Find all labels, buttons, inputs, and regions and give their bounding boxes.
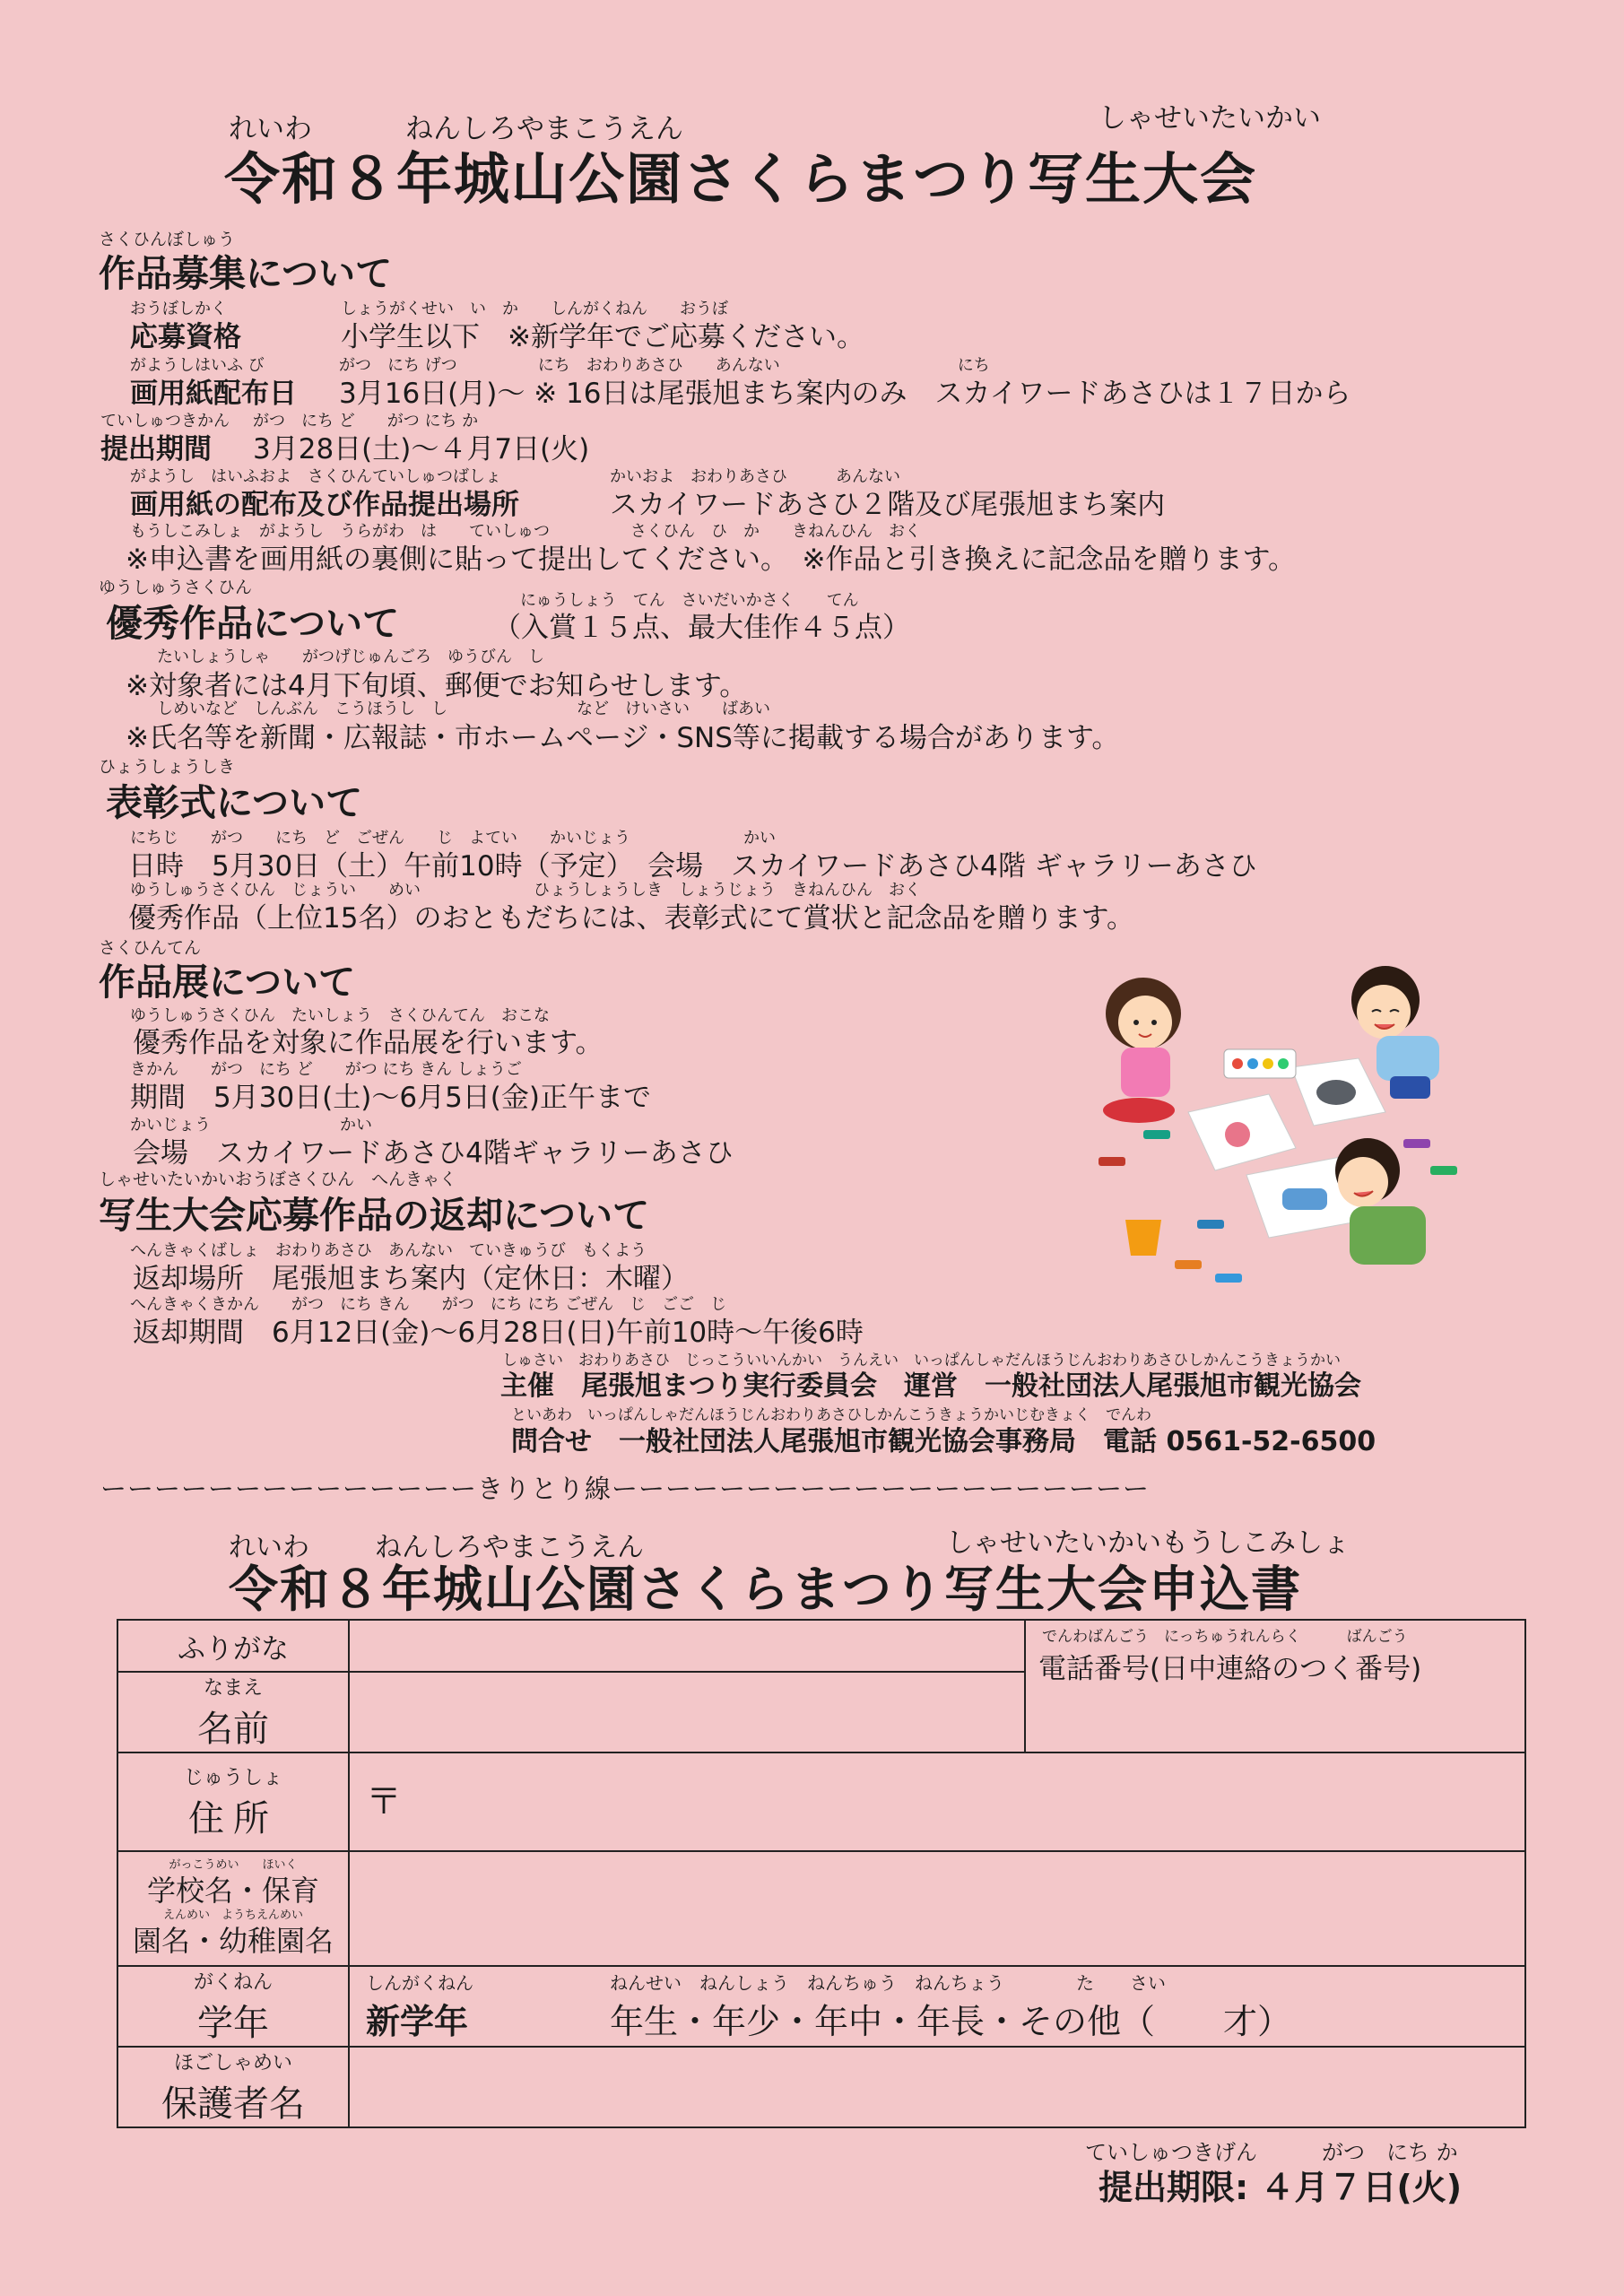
title-ruby-shasei: しゃせいたいかい bbox=[1099, 102, 1321, 135]
period-value: 3月28日(土)～４月7日(火) bbox=[253, 433, 590, 465]
place-label-ruby: がようし はいふおよ さくひんていしゅつばしょ bbox=[130, 467, 501, 486]
henkyaku-heading: 写生大会応募作品の返却について bbox=[99, 1194, 650, 1237]
grade-label-ruby: がくねん bbox=[193, 1971, 273, 1994]
deadline: 提出期限: ４月７日(火) bbox=[1099, 2168, 1463, 2207]
paper-label: 画用紙配布日 bbox=[130, 378, 297, 410]
boshu-heading-ruby: さくひんぼしゅう bbox=[99, 230, 236, 249]
period-label: 提出期間 bbox=[100, 433, 212, 465]
children-painting-illustration bbox=[1090, 951, 1466, 1309]
hyosho-award: 優秀作品（上位15名）のおともだちには、表彰式にて賞状と記念品を贈ります。 bbox=[128, 902, 1134, 935]
tenji-line2: 期間 5月30日(土)～6月5日(金)正午まで bbox=[130, 1082, 651, 1114]
guardian-field[interactable] bbox=[349, 2047, 1525, 2127]
grade-label: 学年 bbox=[197, 2003, 269, 2044]
yushu-note2-ruby: しめいなど しんぶん こうほうし し など けいさい ばあい bbox=[157, 700, 770, 718]
tenji-line1-ruby: ゆうしゅうさくひん たいしょう さくひんてん おこな bbox=[130, 1006, 550, 1025]
deadline-ruby: ていしゅつきげん がつ にち か bbox=[1085, 2140, 1458, 2165]
yushu-heading: 優秀作品について bbox=[106, 602, 400, 645]
boshu-note: ※申込書を画用紙の裏側に貼って提出してください。 ※作品と引き換えに記念品を贈ります。 bbox=[126, 544, 1296, 576]
place-label: 画用紙の配布及び作品提出場所 bbox=[130, 489, 519, 521]
organizer-line1-ruby: しゅさい おわりあさひ じっこういいんかい うんえい いっぱんしゃだんほうじんおわりあさひしかんこうきょうかい bbox=[502, 1352, 1341, 1370]
hyosho-award-ruby: ゆうしゅうさくひん じょうい めい ひょうしょうしき しょうじょう きねんひん おく bbox=[130, 881, 921, 900]
grade-field[interactable] bbox=[349, 1966, 1525, 2047]
yushu-note2: ※氏名等を新聞・広報誌・市ホームページ・SNS等に掲載する場合があります。 bbox=[126, 722, 1120, 754]
grade-options-ruby: ねんせい ねんしょう ねんちゅう ねんちょう た さい bbox=[610, 1972, 1166, 1994]
guardian-label-cell bbox=[117, 2047, 349, 2127]
eligibility-value: 小学生以下 ※新学年でご応募ください。 bbox=[341, 321, 864, 353]
phone-label-ruby: でんわばんごう にっちゅうれんらく ばんごう bbox=[1042, 1628, 1408, 1646]
organizer-line2-ruby: といあわ いっぱんしゃだんほうじんおわりあさひしかんこうきょうかいじむきょく でんわ bbox=[511, 1406, 1151, 1424]
henkyaku-line1: 返却場所 尾張旭まち案内（定休日：木曜） bbox=[133, 1263, 689, 1295]
paper-value: 3月16日(月)～ ※ 16日は尾張旭まち案内のみ スカイワードあさひは１７日から bbox=[339, 378, 1351, 410]
hyosho-datetime: 日時 5月30日（土）午前10時（予定） 会場 スカイワードあさひ4階 ギャラリーあさひ bbox=[128, 850, 1257, 883]
eligibility-label-ruby: おうぼしかく bbox=[130, 300, 227, 318]
tenji-line3: 会場 スカイワードあさひ4階ギャラリーあさひ bbox=[133, 1137, 734, 1170]
period-label-ruby: ていしゅつきかん bbox=[100, 412, 230, 430]
application-form bbox=[117, 1619, 1526, 2128]
new-grade-label: 新学年 bbox=[366, 2002, 469, 2041]
school-field[interactable] bbox=[349, 1851, 1525, 1966]
tenji-line1: 優秀作品を対象に作品展を行います。 bbox=[133, 1027, 604, 1059]
eligibility-value-ruby: しょうがくせい い か しんがくねん おうぼ bbox=[341, 300, 728, 318]
address-label-cell bbox=[117, 1752, 349, 1851]
title-ruby-shiroyama: ねんしろやまこうえん bbox=[405, 113, 683, 145]
hyosho-heading-ruby: ひょうしょうしき bbox=[99, 757, 236, 777]
yushu-detail: （入賞１５点、最大佳作４５点） bbox=[493, 612, 910, 644]
address-field[interactable] bbox=[349, 1752, 1525, 1851]
organizer-line1: 主催 尾張旭まつり実行委員会 運営 一般社団法人尾張旭市観光協会 bbox=[500, 1370, 1361, 1402]
form-title: 令和８年城山公園さくらまつり写生大会申込書 bbox=[229, 1561, 1303, 1618]
hyosho-datetime-ruby: にちじ がつ にち ど ごぜん じ よてい かいじょう かい bbox=[130, 829, 776, 848]
form-title-ruby-shasei: しゃせいたいかいもうしこみしょ bbox=[946, 1527, 1350, 1559]
furigana-label: ふりがな bbox=[117, 1620, 349, 1672]
furigana-field[interactable] bbox=[349, 1620, 1025, 1672]
eligibility-label: 応募資格 bbox=[130, 321, 241, 353]
postal-mark: 〒 bbox=[366, 1781, 402, 1822]
yushu-note1-ruby: たいしょうしゃ がつげじゅんごろ ゆうびん し bbox=[157, 648, 544, 666]
tenji-line3-ruby: かいじょう かい bbox=[130, 1116, 372, 1135]
name-field[interactable] bbox=[349, 1672, 1025, 1752]
henkyaku-line2-ruby: へんきゃくきかん がつ にち きん がつ にち にち ごぜん じ ごご じ bbox=[130, 1295, 727, 1314]
henkyaku-heading-ruby: しゃせいたいかいおうぼさくひん へんきゃく bbox=[99, 1170, 457, 1189]
page-title: 令和８年城山公園さくらまつり写生大会 bbox=[224, 146, 1258, 212]
guardian-label-ruby: ほごしゃめい bbox=[173, 2052, 292, 2074]
yushu-detail-ruby: にゅうしょう てん さいだいかさく てん bbox=[520, 591, 859, 610]
paper-value-ruby: がつ にち げつ にち おわりあさひ あんない にち bbox=[339, 356, 990, 375]
form-title-ruby-reiwa: れいわ bbox=[229, 1532, 309, 1563]
tenji-heading: 作品展について bbox=[99, 961, 356, 1004]
phone-label: 電話番号(日中連絡のつく番号) bbox=[1038, 1653, 1422, 1685]
form-title-ruby-shiroyama: ねんしろやまこうえん bbox=[375, 1532, 644, 1563]
school-line1-ruby: がっこうめい ほいく bbox=[169, 1857, 298, 1872]
place-value: スカイワードあさひ２階及び尾張旭まち案内 bbox=[610, 489, 1166, 521]
place-value-ruby: かいおよ おわりあさひ あんない bbox=[610, 467, 900, 486]
school-line2-ruby: えんめい ようちえんめい bbox=[162, 1909, 303, 1922]
title-ruby-reiwa: れいわ bbox=[229, 113, 312, 145]
yushu-note1: ※対象者には4月下旬頃、郵便でお知らせします。 bbox=[126, 670, 748, 702]
address-label: 住所 bbox=[188, 1798, 278, 1839]
henkyaku-line2: 返却期間 6月12日(金)～6月28日(日)午前10時～午後6時 bbox=[133, 1317, 864, 1349]
guardian-label: 保護者名 bbox=[161, 2083, 305, 2125]
boshu-note-ruby: もうしこみしょ がようし うらがわ は ていしゅつ さくひん ひ か きねんひん おく bbox=[130, 522, 921, 541]
grade-options: 年生・年少・年中・年長・その他（ 才） bbox=[610, 2002, 1292, 2041]
name-label: 名前 bbox=[197, 1709, 269, 1750]
hyosho-heading: 表彰式について bbox=[106, 781, 363, 824]
school-label-cell bbox=[117, 1851, 349, 1966]
new-grade-ruby: しんがくねん bbox=[366, 1972, 473, 1994]
address-label-ruby: じゅうしょ bbox=[183, 1767, 282, 1789]
henkyaku-line1-ruby: へんきゃくばしょ おわりあさひ あんない ていきゅうび もくよう bbox=[130, 1241, 647, 1260]
cut-line: ーーーーーーーーーーーーーーきりとり線ーーーーーーーーーーーーーーーーーーーー bbox=[100, 1474, 1151, 1504]
name-label-cell bbox=[117, 1672, 349, 1752]
name-label-ruby: なまえ bbox=[203, 1677, 263, 1700]
organizer-line2: 問合せ 一般社団法人尾張旭市観光協会事務局 電話 0561-52-6500 bbox=[511, 1426, 1376, 1457]
tenji-line2-ruby: きかん がつ にち ど がつ にち きん しょうご bbox=[130, 1060, 522, 1079]
grade-label-cell bbox=[117, 1966, 349, 2047]
school-line1: 学校名・保育 bbox=[146, 1874, 319, 1908]
period-value-ruby: がつ にち ど がつ にち か bbox=[253, 412, 479, 430]
yushu-heading-ruby: ゆうしゅうさくひん bbox=[99, 578, 253, 597]
boshu-heading: 作品募集について bbox=[99, 252, 393, 295]
tenji-heading-ruby: さくひんてん bbox=[99, 938, 202, 958]
school-line2: 園名・幼稚園名 bbox=[132, 1924, 334, 1959]
paper-label-ruby: がようしはいふ び bbox=[130, 356, 265, 375]
phone-field[interactable] bbox=[1025, 1620, 1525, 1752]
